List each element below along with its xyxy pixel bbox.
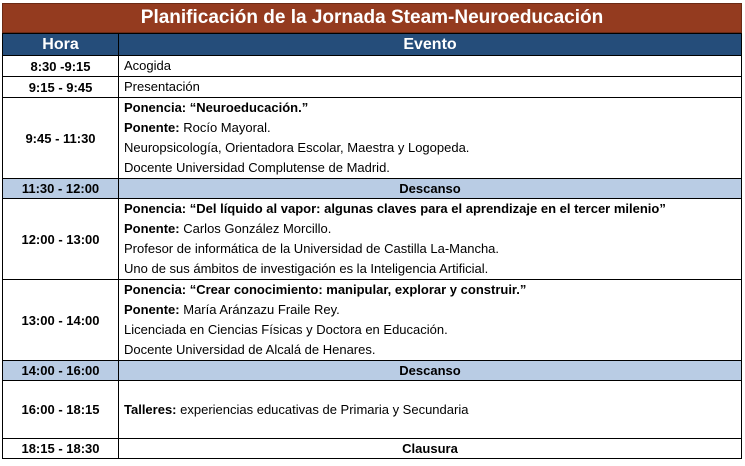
event-line-text: Licenciada en Ciencias Físicas y Doctora en Educación. <box>124 322 448 337</box>
table-row <box>3 381 742 439</box>
table-header-row <box>3 34 742 56</box>
break-label: Descanso <box>119 179 742 199</box>
event-line <box>124 259 736 279</box>
event-line <box>124 77 736 97</box>
event-cell <box>119 77 742 98</box>
event-line <box>124 138 736 158</box>
table-row <box>3 439 742 459</box>
event-line-text: Acogida <box>124 58 171 73</box>
event-line-label: Ponencia: <box>124 282 187 297</box>
event-line-text: experiencias educativas de Primaria y Secundaria <box>176 401 469 417</box>
event-line <box>124 219 736 239</box>
event-line-label: Ponente: <box>124 120 180 135</box>
time-cell: 9:45 - 11:30 <box>3 98 119 179</box>
time-cell: 13:00 - 14:00 <box>3 280 119 361</box>
event-line-text: “Crear conocimiento: manipular, explorar y construir.” <box>186 282 527 297</box>
event-line-text: Docente Universidad de Alcalá de Henares. <box>124 342 376 357</box>
time-cell: 18:15 - 18:30 <box>3 439 119 459</box>
break-label: Descanso <box>119 361 742 381</box>
closing-label: Clausura <box>119 439 742 459</box>
table-row <box>3 280 742 361</box>
event-line <box>124 158 736 178</box>
event-line <box>124 400 736 420</box>
event-cell <box>119 56 742 77</box>
table-row <box>3 98 742 179</box>
event-line-text: Profesor de informática de la Universidad de Castilla La-Mancha. <box>124 241 500 256</box>
event-line-text: Rocío Mayoral. <box>179 120 271 135</box>
table-row <box>3 199 742 280</box>
schedule-table <box>2 33 742 459</box>
event-line-label: Ponencia: <box>124 100 187 115</box>
table-row <box>3 179 742 199</box>
event-line <box>124 199 736 219</box>
event-line-label: Talleres: <box>124 401 177 417</box>
header-hora: Hora <box>3 34 119 56</box>
time-cell: 11:30 - 12:00 <box>3 179 119 199</box>
event-cell <box>119 381 742 439</box>
event-line-text: Uno de sus ámbitos de investigación es la Inteligencia Artificial. <box>124 261 489 276</box>
schedule-document <box>2 3 742 459</box>
event-line-text: “Del líquido al vapor: algunas claves para el aprendizaje en el tercer milenio” <box>186 201 666 216</box>
page-title: Planificación de la Jornada Steam-Neuroeducación <box>2 3 742 33</box>
time-cell: 16:00 - 18:15 <box>3 381 119 439</box>
time-cell: 8:30 -9:15 <box>3 56 119 77</box>
event-line <box>124 320 736 340</box>
time-cell: 14:00 - 16:00 <box>3 361 119 381</box>
table-row <box>3 56 742 77</box>
event-line-label: Ponencia: <box>124 201 187 216</box>
event-line <box>124 56 736 76</box>
event-line-text: Carlos González Morcillo. <box>179 221 332 236</box>
event-line-text: Neuropsicología, Orientadora Escolar, Maestra y Logopeda. <box>124 140 470 155</box>
time-cell: 12:00 - 13:00 <box>3 199 119 280</box>
event-cell <box>119 199 742 280</box>
table-row <box>3 77 742 98</box>
event-line-text: “Neuroeducación.” <box>186 100 309 115</box>
event-line-text: Docente Universidad Complutense de Madrid. <box>124 160 390 175</box>
event-line-label: Ponente: <box>124 221 180 236</box>
event-line-label: Ponente: <box>124 302 180 317</box>
event-line <box>124 239 736 259</box>
event-line <box>124 280 736 300</box>
header-evento: Evento <box>119 34 742 56</box>
event-line <box>124 118 736 138</box>
schedule-rows <box>3 56 742 459</box>
event-line-text: María Aránzazu Fraile Rey. <box>179 302 340 317</box>
time-cell: 9:15 - 9:45 <box>3 77 119 98</box>
table-row <box>3 361 742 381</box>
event-line-text: Presentación <box>124 79 200 94</box>
event-line <box>124 98 736 118</box>
event-cell <box>119 280 742 361</box>
event-line <box>124 300 736 320</box>
event-line <box>124 340 736 360</box>
event-cell <box>119 98 742 179</box>
